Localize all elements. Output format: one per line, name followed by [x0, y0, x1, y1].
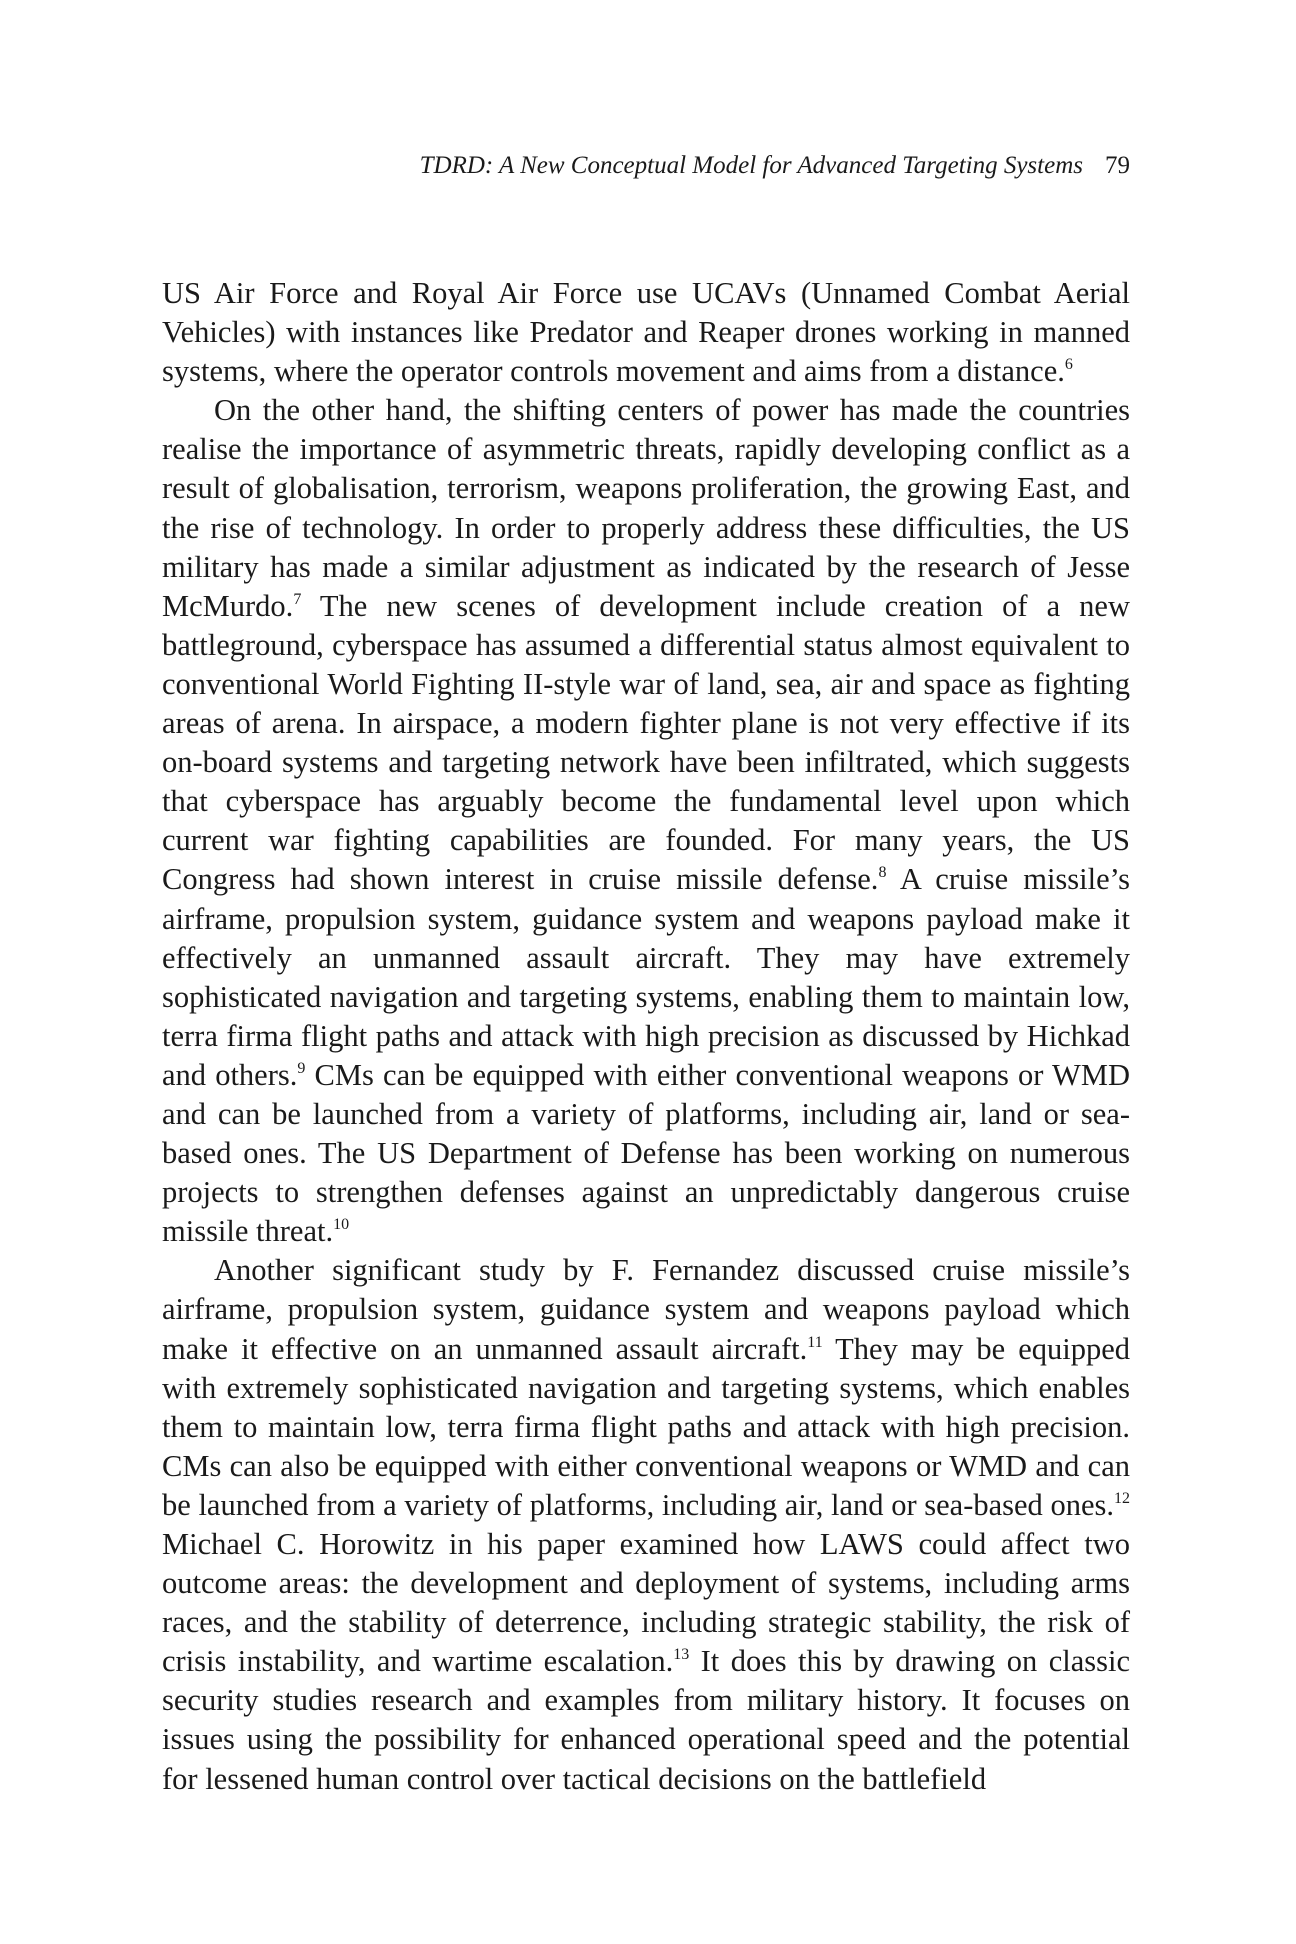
text-segment: Michael C. Horowitz in his paper examined how LAWS could affect two outcome areas: the development and deployment of systems, including arms races, and the stability of deterrence, including strategic stability, the risk of crisis instability, and wartime escalation.: [162, 1527, 1130, 1679]
footnote-ref-6: 6: [1064, 356, 1073, 374]
footnote-ref-8: 8: [878, 864, 887, 882]
running-header: [420, 150, 1130, 182]
paragraph-2: [162, 391, 1130, 1251]
text-segment: Another significant study by F. Fernandez discussed cruise missile’s airframe, propulsion system, guidance system and weapons payload which make it effective on an unmanned assault aircraft.: [162, 1253, 1130, 1366]
text-segment: CMs can be equipped with either conventional weapons or WMD and can be launched from a variety of platforms, including air, land or sea-based ones. The US Department of Defense has been working on numerous projects to strengthen defenses against an unpredictably dangerous cruise missile threat.: [162, 1057, 1130, 1249]
text-segment: They may be equipped with extremely sophisticated navigation and targeting systems, which enables them to maintain low, terra firma flight paths and attack with high precision. CMs can also be equipped with either conventional weapons or WMD and can be launched from a variety of platforms, including air, land or sea-based ones.: [162, 1331, 1130, 1522]
text-segment: It does this by drawing on classic security studies research and examples from military history. It focuses on issues using the possibility for enhanced operational speed and the potential for lessened human control over tactical decisions on the battlefield: [162, 1644, 1130, 1796]
footnote-ref-9: 9: [297, 1059, 306, 1077]
footnote-ref-12: 12: [1114, 1489, 1130, 1507]
page-number: 79: [1105, 152, 1130, 179]
running-title: TDRD: A New Conceptual Model for Advanced Targeting Systems: [419, 152, 1083, 179]
body-text: [162, 274, 1130, 1799]
text-segment: On the other hand, the shifting centers of power has made the countries realise the importance of asymmetric threats, rapidly developing conflict as a result of globalisation, terrorism, weapons proliferation, the growing East, and the rise of technology. In order to properly address these difficulties, the US military has made a similar adjustment as indicated by the research of Jesse McMurdo.: [162, 393, 1130, 623]
footnote-ref-11: 11: [807, 1333, 823, 1351]
paragraph-3: [162, 1251, 1130, 1798]
footnote-ref-7: 7: [293, 590, 302, 608]
footnote-ref-13: 13: [673, 1646, 690, 1664]
footnote-ref-10: 10: [333, 1216, 350, 1234]
text-segment: The new scenes of development include creation of a new battleground, cyberspace has assumed a differential status almost equivalent to conventional World Fighting II-style war of land, sea, air and space as fighting areas of arena. In airspace, a modern fighter plane is not very effective if its on-board systems and targeting network have been infiltrated, which suggests that cyberspace has arguably become the fundamental level upon which current war fighting capabilities are founded. For many years, the US Congress had shown interest in cruise missile defense.: [162, 588, 1130, 897]
text-segment: US Air Force and Royal Air Force use UCAVs (Unnamed Combat Aerial Vehicles) with instances like Predator and Reaper drones working in manned systems, where the operator controls movement and aims from a distance.: [162, 276, 1130, 389]
paragraph-1: [162, 274, 1130, 391]
text-segment: A cruise missile’s airframe, propulsion system, guidance system and weapons payload make it effectively an unmanned assault aircraft. They may have extremely sophisticated navigation and targeting systems, enabling them to maintain low, terra firma flight paths and attack with high precision as discussed by Hichkad and others.: [162, 862, 1130, 1092]
